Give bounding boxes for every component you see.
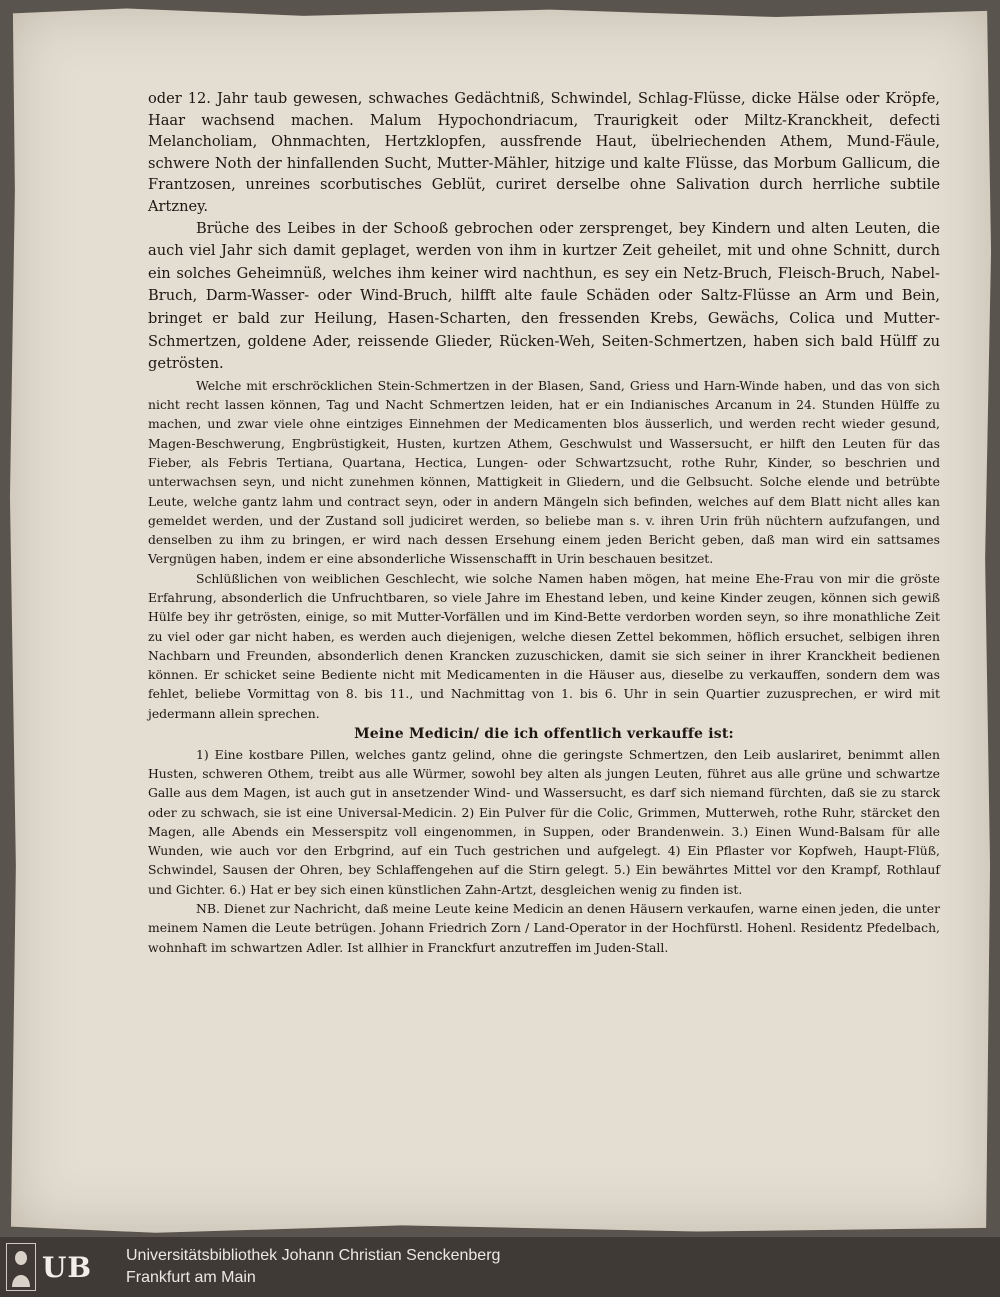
library-name-line1: Universitätsbibliothek Johann Christian Senckenberg xyxy=(126,1247,501,1264)
paragraph-medicines: 1) Eine kostbare Pillen, welches gantz gelind, ohne die geringste Schmertzen, den Leib auslariret, benimmt allen Husten, schweren Othem, treibt aus alle Würmer, sowohl bey alten als jungen Leuten, führet aus alle grüne und schwartze Galle aus dem Magen, ist auch gut in ansetzender Wind- und Wassersucht, es darf sich niemand fürchten, daß sie zu starck oder zu schwach, sie ist eine Universal-Medicin. 2) Ein Pulver für die Colic, Grimmen, Mutterweh, rothe Ruhr, stärcket den Magen, alle Abends ein Messerspitz voll eingenommen, in Suppen, oder Brandenwein. 3.) Einen Wund-Balsam für alle Wunden, wie auch vor den Erbgrind, auf ein Tuch gestrichen und aufgelegt. 4) Ein Pflaster vor Kopfweh, Haupt-Flüß, Schwindel, Sausen der Ohren, bey Schlaffengehen auf die Stirn gelegt. 5.) Ein bewährtes Mittel vor den Krampf, Rothlauf und Gichter. 6.) Hat er bey sich einen künstlichen Zahn-Artzt, desgleichen wenig zu finden ist. xyxy=(148,746,940,897)
logo-text: UB xyxy=(42,1250,93,1284)
portrait-icon xyxy=(6,1243,36,1291)
library-name-line2: Frankfurt am Main xyxy=(126,1269,256,1286)
document-body xyxy=(148,88,940,957)
paragraph-nota-bene: NB. Dienet zur Nachricht, daß meine Leute keine Medicin an denen Häusern verkaufen, warne einen jeden, die unter meinem Namen die Leute betrügen. Johann Friedrich Zorn / Land-Operator in der Hochfürstl. Hohenl. Residentz Pfedelbach, wohnhaft im schwartzen Adler. Ist allhier in Franckfurt anzutreffen im Juden-Stall. xyxy=(148,901,940,955)
paragraph-ailments: oder 12. Jahr taub gewesen, schwaches Gedächtniß, Schwindel, Schlag-Flüsse, dicke Hälse oder Kröpfe, Haar wachsend machen. Malum Hypochondriacum, Traurigkeit oder Miltz-Kranckheit, defecti Melancholiam, Ohnmachten, Hertzklopfen, aussfrende Haut, übelriechenden Athem, Mund-Fäule, schwere Noth der hinfallenden Sucht, Mutter-Mähler, hitzige und kalte Flüsse, das Morbum Gallicum, die Frantzosen, unreines scorbutisches Geblüt, curiret derselbe ohne Salivation durch herrliche subtile Artzney. xyxy=(148,90,940,215)
library-footer xyxy=(0,1237,1000,1297)
paragraph-stones: Welche mit erschröcklichen Stein-Schmertzen in der Blasen, Sand, Griess und Harn-Winde haben, und das von sich nicht recht lassen können, Tag und Nacht Schmertzen leiden, hat er ein Indianisches Arcanum in 24. Stunden Hülffe zu machen, und zwar viele ohne eintziges Einnehmen der Medicamenten blos äusserlich, und werden recht wieder gesund, Magen-Beschwerung, Engbrüstigkeit, Husten, kurtzen Athem, Geschwulst und Wassersucht, er hilft den Leuten für das Fieber, als Febris Tertiana, Quartana, Hectica, Lungen- oder Schwartzsucht, rothe Ruhr, Kinder, so beschrien und unterwachsen seyn, und nicht zunehmen können, Mattigkeit in Gliedern, und die Gelbsucht. Solche elende und betrübte Leute, welche gantz lahm und contract seyn, oder in andern Mängeln sich befinden, welches auf dem Blatt nicht alles kan gemeldet werden, und der Zustand soll judiciret werden, so beliebe man s. v. ihren Urin früh nüchtern aufzufangen, und denselben zu ihm zu bringen, er wird nach dessen Ersehung einem jeden Bericht geben, daß man wird ein sattsames Vergnügen haben, indem er eine absonderliche Wissenschafft in Urin beschauen besitzet. xyxy=(148,377,940,567)
library-name xyxy=(126,1245,500,1289)
paragraph-wife: Schlüßlichen von weiblichen Geschlecht, wie solche Namen haben mögen, hat meine Ehe-Frau von mir die gröste Erfahrung, absonderlich die Unfruchtbaren, so viele Jahre im Ehestand leben, und keine Kinder zeugen, können sich gewiß Hülfe bey ihr getrösten, einige, so mit Mutter-Vorfällen und im Kind-Bette verdorben worden seyn, so ihre monathliche Zeit zu viel oder gar nicht haben, es werden auch diejenigen, welche diesen Zettel bekommen, höflich ersuchet, selbigen ihren Nachbarn und Freunden, absonderlich denen Krancken zuzuschicken, damit sie sich seiner in ihrer Kranckheit bedienen können. Er schicket seine Bediente nicht mit Medicamenten in die Häuser aus, dieselbe zu verkauffen, sondern dem was fehlet, beliebe Vormittag von 8. bis 11., und Nachmittag von 1. bis 6. Uhr in sein Quartier zuzusprechen, er wird mit jedermann allein sprechen. xyxy=(148,570,940,721)
medicine-heading: Meine Medicin/ die ich offentlich verkauffe ist: xyxy=(354,726,734,743)
ub-logo xyxy=(6,1242,116,1292)
paragraph-hernias: Brüche des Leibes in der Schooß gebrochen oder zersprenget, bey Kindern und alten Leuten, die auch viel Jahr sich damit geplaget, werden von ihm in kurtzer Zeit geheilet, mit und ohne Schnitt, durch ein solches Geheimnüß, welches ihm keiner wird nachthun, es sey ein Netz-Bruch, Fleisch-Bruch, Nabel-Bruch, Darm-Wasser- oder Wind-Bruch, hilfft alte faule Schäden oder Saltz-Flüsse an Arm und Bein, bringet er bald zur Heilung, Hasen-Scharten, den fressenden Krebs, Gewächs, Colica und Mutter-Schmertzen, goldene Ader, reissende Glieder, Rücken-Weh, Seiten-Schmertzen, haben sich bald Hülff zu getrösten. xyxy=(148,219,940,373)
